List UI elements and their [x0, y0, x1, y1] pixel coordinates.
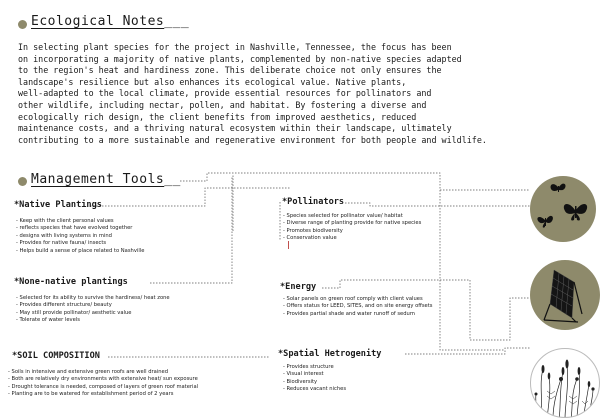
list-item: - Provides partial shade and water runoff of sedum [283, 310, 415, 317]
list-item: - designs with living systems in mind [16, 232, 112, 239]
list-item: - Provides structure [283, 364, 334, 370]
wild-grasses-graphic [531, 349, 600, 418]
wild-grasses-icon [530, 348, 600, 418]
list-item: - Tolerate of water levels [16, 317, 80, 324]
list-item: - Both are relatively dry environments with extensive heat/ sun exposure [8, 376, 198, 383]
spatial-hetrogenity-title: *Spatial Hetrogenity [278, 349, 382, 359]
list-item: - Provides different structure/ beauty [16, 302, 112, 309]
pollinators-list [283, 213, 421, 243]
list-item: - Biodiversity [283, 378, 318, 385]
list-item: - Soils in intensive and extensive green roofs are well drained [8, 369, 169, 375]
list-item: - Drought tolerance is needed, composed of layers of green roof material [8, 383, 199, 390]
ecological-notes-title: Ecological Notes___ [31, 14, 190, 29]
soil-composition-title: *SOIL COMPOSITION [12, 351, 100, 361]
list-item: - Diverse range of planting provide for native species [283, 220, 422, 227]
butterflies-icon [530, 176, 596, 242]
list-item: - Reduces vacant niches [283, 386, 347, 393]
solar-panel-icon [530, 260, 600, 330]
management-tools-title: Management Tools__ [31, 172, 181, 187]
solar-panel-graphic [530, 260, 600, 330]
list-item: - Planting are to be watered for establishment period of 2 years [8, 391, 174, 398]
list-item: - Species selected for pollinator value/ habitat [283, 213, 403, 219]
list-item: - Conservation value [283, 235, 337, 242]
list-item: - Solar panels on green roof comply with client values [283, 296, 423, 302]
energy-list [283, 296, 432, 318]
ecological-notes-paragraph: In selecting plant species for the project in Nashville, Tennessee, the focus has been on incorporating a majority of native plants, complemented by non-native species adapted to the region's heat and hardiness zone. This deliberate choice not only ensures the landscape's resilience but also enhances its ecological value. Native plants, well-adapted to the local climate, provide essential resources for pollinators and other wildlife, including nectar, pollen, and habitat. By fostering a diverse and ecologically rich design, the client benefits from improved aesthetics, reduced maintenance costs, and a thriving natural ecosystem within their landscape, ultimately contributing to a more sustainable and regenerative environment for both people and wildlife. [18, 42, 487, 145]
list-item: - Visual interest [283, 371, 324, 378]
native-plantings-title: *Native Plantings [14, 200, 102, 210]
non-native-plantings-list [16, 295, 170, 325]
list-item: - Selected for its ability to survive the hardiness/ heat zone [16, 295, 170, 301]
list-item: - Provides for native fauna/ insects [16, 240, 107, 247]
list-item: - reflects species that have evolved together [16, 225, 133, 232]
butterflies-graphic [530, 176, 596, 242]
list-item: - Offers status for LEED, SITES, and on site energy offsets [283, 303, 433, 310]
soil-composition-list [8, 369, 198, 399]
native-plantings-list [16, 218, 144, 255]
list-item: - Helps build a sense of place related to Nashville [16, 247, 145, 254]
list-item: - May still provide pollinator/ aesthetic value [16, 309, 132, 316]
energy-title: *Energy [280, 282, 317, 292]
non-native-plantings-title: *None-native plantings [14, 277, 128, 287]
list-item: - Promotes biodiversity [283, 227, 343, 234]
pollinators-title: *Pollinators [282, 197, 345, 207]
caret-mark [288, 241, 289, 249]
spatial-hetrogenity-list [283, 364, 346, 394]
list-item: - Keep with the client personal values [16, 218, 114, 224]
